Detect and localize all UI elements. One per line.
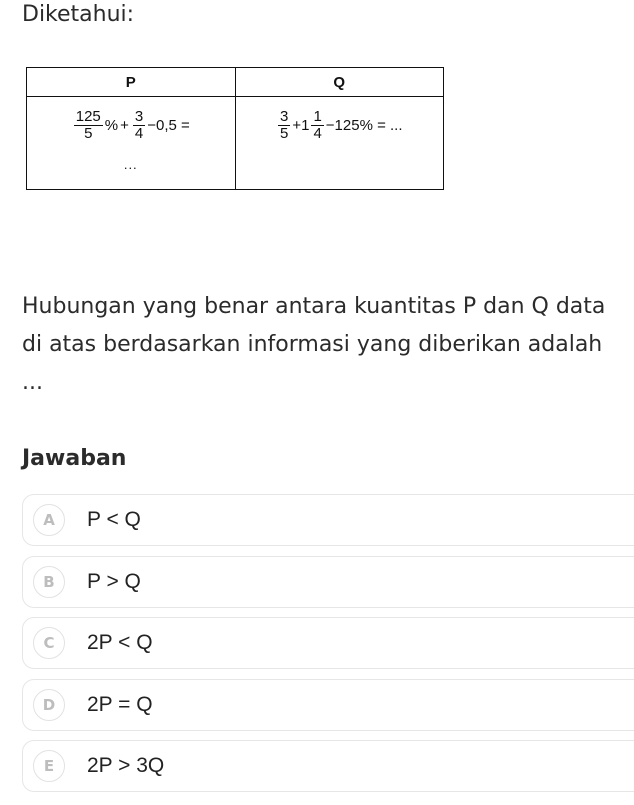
option-a-text: P < Q — [87, 508, 141, 531]
cell-q-expression — [235, 97, 444, 189]
q-fraction-1 — [278, 109, 290, 142]
p-expression — [27, 109, 235, 142]
cell-p-expression — [27, 97, 235, 189]
option-b-letter: B — [33, 566, 65, 598]
option-a-letter: A — [33, 504, 65, 536]
option-c-letter: C — [33, 627, 65, 659]
option-d-letter: D — [33, 689, 65, 721]
option-e-text: 2P > 3Q — [87, 754, 165, 777]
p-frac2-denominator: 4 — [134, 124, 144, 142]
q-plus-one: +1 — [292, 116, 310, 134]
option-c-text: 2P < Q — [87, 631, 153, 654]
p-percent: % — [104, 116, 119, 134]
option-d[interactable] — [22, 679, 634, 731]
q-frac1-numerator: 3 — [279, 108, 289, 125]
p-frac2-numerator: 3 — [134, 108, 144, 125]
p-ellipsis: ... — [123, 157, 138, 172]
quantity-table — [26, 67, 444, 190]
option-b-text: P > Q — [87, 569, 141, 593]
heading-diketahui: Diketahui: — [22, 2, 135, 27]
q-fraction-2 — [311, 109, 323, 142]
option-b[interactable] — [22, 556, 634, 608]
option-e-letter: E — [33, 750, 65, 782]
option-d-text: 2P = Q — [87, 692, 153, 716]
q-tail: −125% = ... — [325, 116, 403, 134]
table-body-row — [27, 97, 443, 189]
q-frac2-numerator: 1 — [313, 108, 322, 125]
p-plus: + — [120, 116, 129, 134]
option-c[interactable] — [22, 617, 634, 669]
p-tail: −0,5 = — [147, 116, 190, 134]
answer-title: Jawaban — [22, 446, 127, 471]
q-frac1-denominator: 5 — [279, 124, 289, 142]
answer-options — [22, 494, 634, 802]
q-expression — [236, 109, 444, 142]
p-fraction-2 — [133, 109, 145, 142]
p-frac1-numerator: 125 — [75, 108, 101, 125]
header-q: Q — [235, 68, 444, 96]
option-e[interactable] — [22, 740, 634, 792]
q-frac2-denominator: 4 — [313, 124, 322, 142]
option-a[interactable] — [22, 494, 634, 546]
table-header-row — [27, 68, 443, 97]
header-p: P — [125, 73, 136, 91]
p-frac1-denominator: 5 — [84, 124, 93, 142]
question-text: Hubungan yang benar antara kuantitas P dan Q data di atas berdasarkan informasi yang diberikan adalah ... — [22, 294, 606, 395]
p-fraction-1 — [74, 109, 103, 142]
